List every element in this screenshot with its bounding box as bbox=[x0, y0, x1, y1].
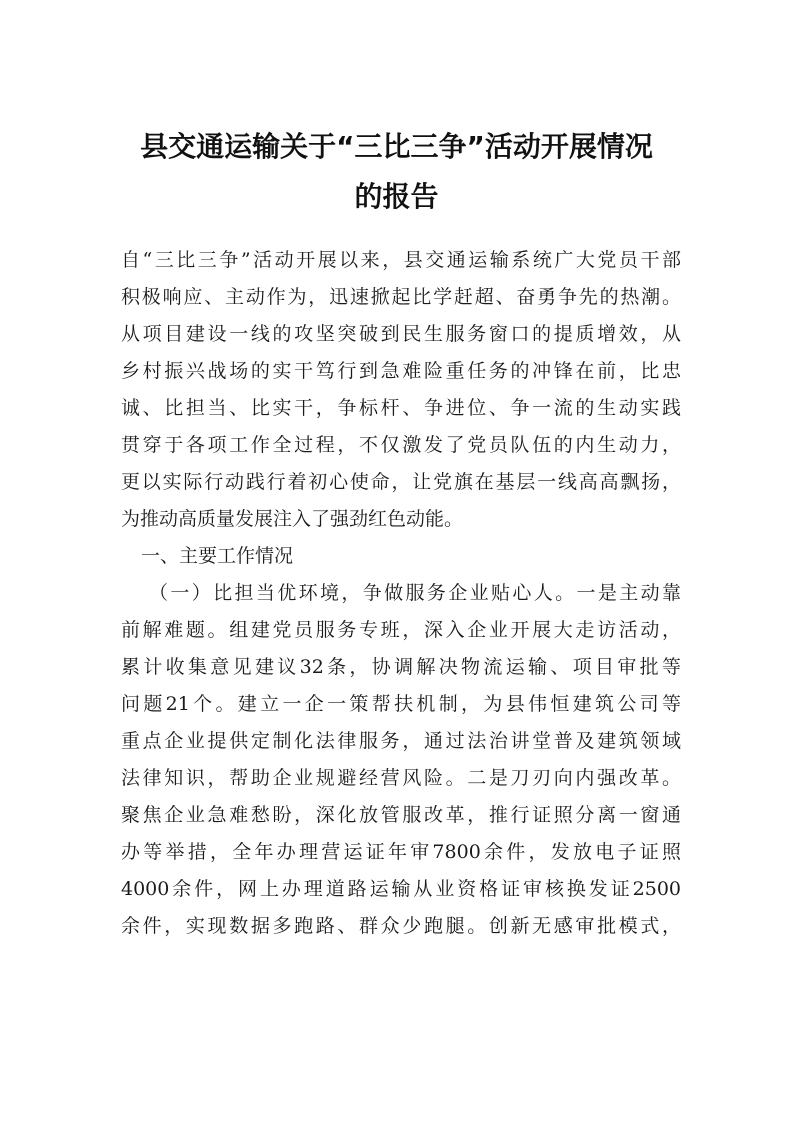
paragraph-line: 重点企业提供定制化法律服务，通过法治讲堂普及建筑领域 bbox=[121, 730, 681, 752]
paragraph-line: （一）比担当优环境，争做服务企业贴心人。一是主动靠 bbox=[149, 582, 681, 604]
paragraph-line: 问题21个。建立一企一策帮扶机制，为县伟恒建筑公司等 bbox=[121, 693, 681, 715]
paragraph-line: 自“三比三争”活动开展以来，县交通运输系统广大党员干部 bbox=[121, 249, 681, 271]
paragraph-line: 法律知识，帮助企业规避经营风险。二是刀刃向内强改革。 bbox=[121, 767, 681, 789]
paragraph-line: 乡村振兴战场的实干笃行到急难险重任务的冲锋在前，比忠 bbox=[121, 360, 681, 382]
document-title bbox=[100, 122, 693, 222]
paragraph-line: 更以实际行动践行着初心使命，让党旗在基层一线高高飘扬， bbox=[121, 471, 681, 493]
title-line-1: 县交通运输关于“三比三争”活动开展情况 bbox=[140, 130, 653, 163]
document-body bbox=[121, 242, 681, 945]
paragraph-line: 4000余件，网上办理道路运输从业资格证审核换发证2500 bbox=[121, 878, 681, 900]
paragraph-line: 贯穿于各项工作全过程，不仅激发了党员队伍的内生动力， bbox=[121, 434, 681, 456]
paragraph-line: 积极响应、主动作为，迅速掀起比学赶超、奋勇争先的热潮。 bbox=[121, 286, 681, 308]
section-heading: 一、主要工作情况 bbox=[141, 545, 294, 567]
paragraph-line: 诚、比担当、比实干，争标杆、争进位、争一流的生动实践 bbox=[121, 397, 681, 419]
paragraph-line: 为推动高质量发展注入了强劲红色动能。 bbox=[121, 508, 464, 530]
title-line-2: 的报告 bbox=[354, 180, 439, 213]
paragraph-line: 办等举措，全年办理营运证年审7800余件，发放电子证照 bbox=[121, 841, 681, 863]
paragraph-line: 前解难题。组建党员服务专班，深入企业开展大走访活动， bbox=[121, 619, 681, 641]
paragraph-line: 聚焦企业急难愁盼，深化放管服改革，推行证照分离一窗通 bbox=[121, 804, 681, 826]
paragraph-line: 余件，实现数据多跑路、群众少跑腿。创新无感审批模式， bbox=[121, 915, 681, 937]
paragraph-line: 从项目建设一线的攻坚突破到民生服务窗口的提质增效，从 bbox=[121, 323, 681, 345]
paragraph-line: 累计收集意见建议32条，协调解决物流运输、项目审批等 bbox=[121, 656, 681, 678]
